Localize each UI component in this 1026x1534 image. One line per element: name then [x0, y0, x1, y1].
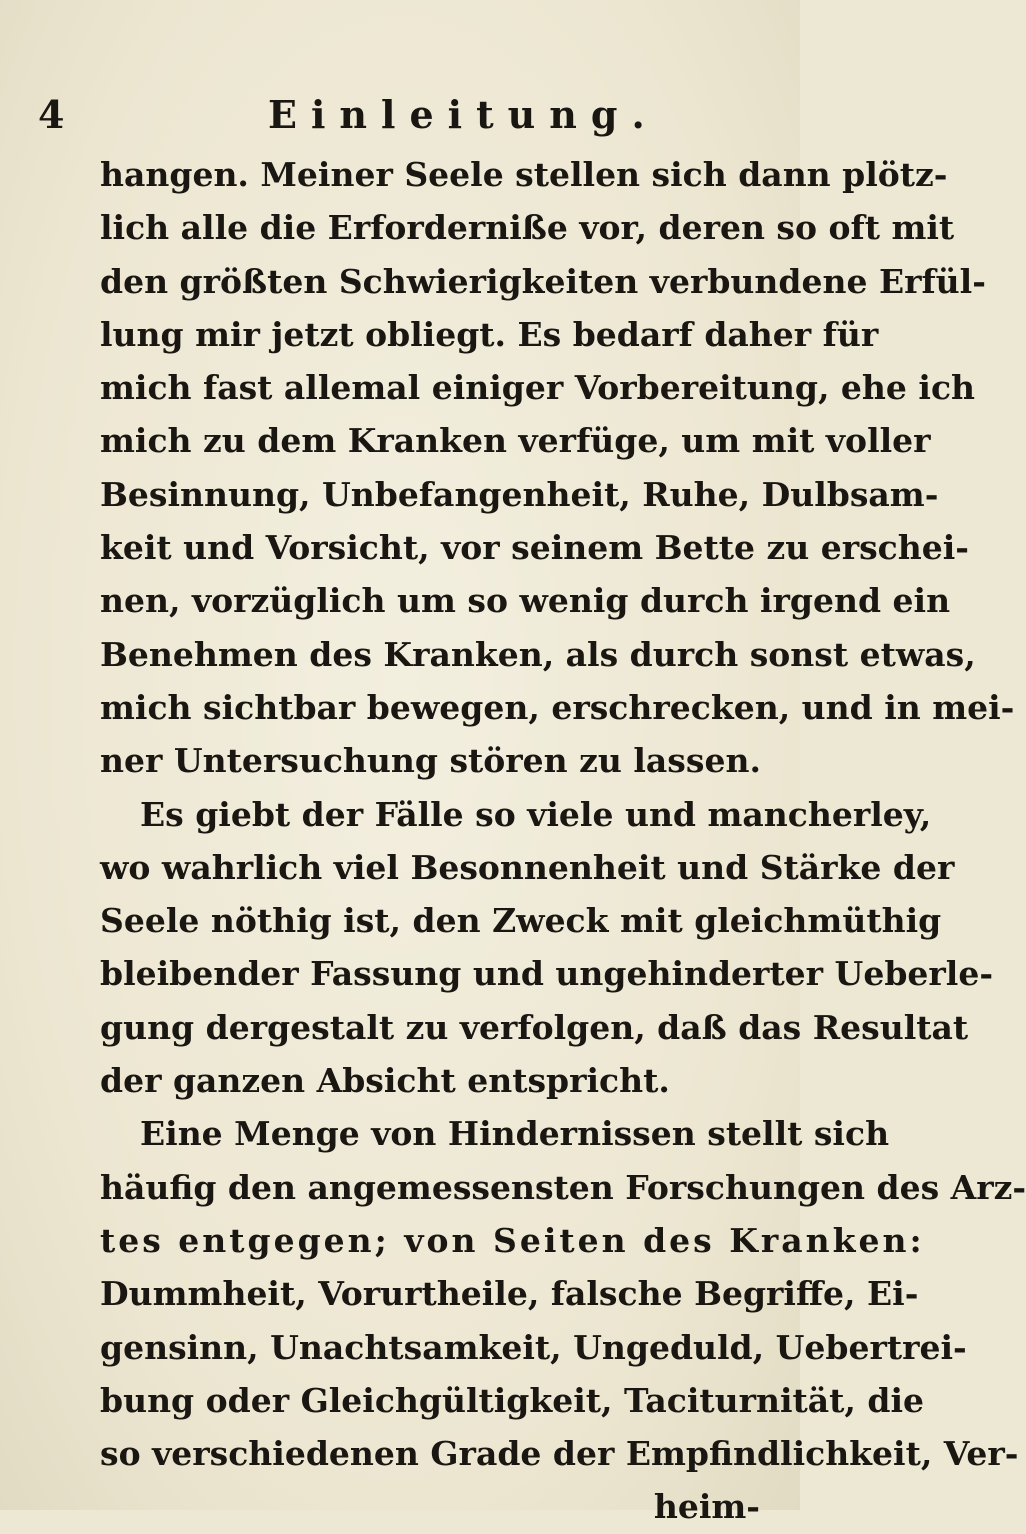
text-line: Benehmen des Kranken, als durch sonst etwas,	[100, 634, 976, 674]
paragraph-start-line: Es giebt der Fälle so viele und mancherley,	[140, 794, 932, 834]
text-line: gensinn, Unachtsamkeit, Ungeduld, Uebertrei-	[100, 1327, 967, 1367]
page-number: 4	[38, 92, 65, 137]
text-line: Seele nöthig ist, den Zweck mit gleichmüthig	[100, 901, 942, 941]
text-line: mich zu dem Kranken verfüge, um mit voller	[100, 421, 931, 461]
catchword: heim-	[653, 1487, 760, 1527]
body-text	[100, 148, 1026, 1534]
text-line-spaced: tes entgegen; von Seiten des Kranken:	[100, 1220, 925, 1260]
text-line: hangen. Meiner Seele stellen sich dann plötz-	[100, 155, 948, 194]
paragraph-start-line: Eine Menge von Hindernissen stellt sich	[140, 1114, 890, 1154]
text-line: Besinnung, Unbefangenheit, Ruhe, Dulbsam-	[100, 474, 939, 514]
text-line: keit und Vorsicht, vor seinem Bette zu erschei-	[100, 528, 969, 568]
text-line: lich alle die Erforderniße vor, deren so oft mit	[100, 208, 955, 248]
text-line: wo wahrlich viel Besonnenheit und Stärke der	[100, 847, 955, 887]
text-line: bung oder Gleichgültigkeit, Taciturnität, die	[100, 1380, 925, 1420]
running-title: Einleitung.	[268, 92, 659, 137]
page-header	[0, 88, 800, 148]
text-line: gung dergestalt zu verfolgen, daß das Resultat	[100, 1007, 969, 1047]
text-line: mich sichtbar bewegen, erschrecken, und in mei-	[100, 687, 1015, 727]
text-line: mich fast allemal einiger Vorbereitung, ehe ich	[100, 368, 976, 408]
text-line: so verschiedenen Grade der Empfindlichkeit, Ver-	[100, 1434, 1019, 1474]
paragraph-end-line: der ganzen Absicht entspricht.	[100, 1061, 670, 1101]
text-line: häufig den angemessensten Forschungen des Arz-	[100, 1167, 1026, 1207]
text-line: Dummheit, Vorurtheile, falsche Begriffe, Ei-	[100, 1274, 919, 1314]
text-line: lung mir jetzt obliegt. Es bedarf daher für	[100, 314, 879, 354]
paragraph-end-line: ner Untersuchung stören zu lassen.	[100, 741, 761, 781]
text-line: bleibender Fassung und ungehinderter Ueberle-	[100, 954, 994, 994]
text-line: nen, vorzüglich um so wenig durch irgend ein	[100, 581, 951, 621]
text-line: den größten Schwierigkeiten verbundene Erfül-	[100, 261, 986, 301]
